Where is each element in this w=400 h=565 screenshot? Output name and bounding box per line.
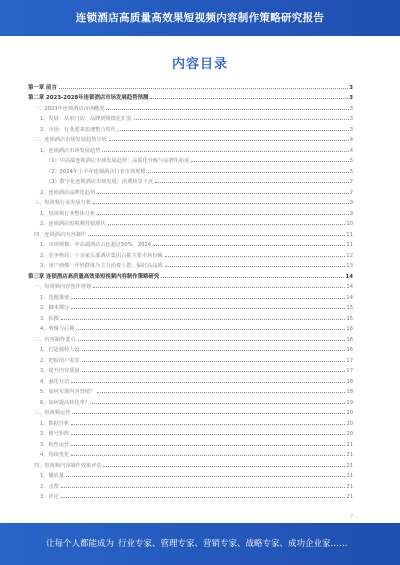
toc-entry[interactable]: [28, 206, 353, 217]
toc-entry[interactable]: [28, 374, 353, 385]
toc-entry-page: 10: [346, 221, 353, 227]
toc-entry-label: 3、粉丝运营: [40, 441, 70, 448]
toc-entry-label: 6、如何提高转化率？: [40, 399, 90, 406]
toc-entry[interactable]: [28, 175, 353, 186]
toc-leader-dots: [165, 265, 346, 267]
toc-entry[interactable]: [28, 133, 353, 144]
toc-entry[interactable]: [28, 259, 353, 270]
toc-leader-dots: [150, 97, 348, 99]
report-title: 连锁酒店高质量高效果短视频内容制作策略研究报告: [75, 12, 325, 24]
toc-leader-dots: [93, 202, 349, 204]
toc-entry-label: 1、选题策划: [40, 294, 70, 301]
toc-entry-label: 1、连锁酒店市场发展趋势: [40, 147, 101, 154]
toc-leader-dots: [82, 349, 346, 351]
toc-entry-page: 17: [346, 368, 353, 374]
toc-heading: 内容目录: [171, 57, 228, 72]
toc-entry[interactable]: [28, 479, 353, 490]
toc-leader-dots: [71, 297, 345, 299]
toc-leader-dots: [59, 87, 348, 89]
toc-leader-dots: [118, 129, 349, 131]
toc-entry[interactable]: [28, 395, 353, 406]
toc-entry-label: 3、拍摄: [40, 315, 59, 322]
toc-entry[interactable]: [28, 364, 353, 375]
toc-entry[interactable]: [28, 238, 353, 249]
toc-entry-page: 20: [346, 420, 353, 427]
toc-leader-dots: [165, 255, 346, 257]
toc-entry[interactable]: [28, 332, 353, 343]
toc-entry-label: 三、短视频运营: [34, 410, 71, 416]
toc-entry-label: 第二章 2023-2028年连锁酒店市场发展趋势预测: [28, 95, 149, 101]
toc-leader-dots: [97, 192, 349, 194]
toc-entry-label: 2、把握用户需求: [40, 357, 80, 364]
toc-entry-page: 11: [346, 231, 353, 238]
toc-entry-page: 13: [346, 263, 353, 269]
toc-leader-dots: [191, 160, 348, 162]
toc-entry-page: 21: [346, 483, 353, 490]
toc-leader-dots: [61, 496, 346, 498]
toc-entry[interactable]: [28, 416, 353, 427]
toc-entry-label: （3）数字化连锁酒店市场发展：消费场景下沉: [46, 179, 154, 185]
toc-leader-dots: [155, 181, 349, 183]
toc-leader-dots: [161, 276, 344, 278]
toc-leader-dots: [76, 328, 345, 330]
toc-entry[interactable]: [28, 490, 353, 501]
toc-leader-dots: [102, 150, 348, 152]
toc-leader-dots: [88, 234, 346, 236]
toc-entry[interactable]: [28, 469, 353, 480]
toc-leader-dots: [106, 108, 348, 110]
toc-leader-dots: [103, 465, 345, 467]
toc-leader-dots: [71, 454, 345, 456]
toc-leader-dots: [71, 423, 345, 425]
toc-entry-page: 21: [346, 441, 353, 448]
toc-entry-label: （2）2024年上半年连锁酒店行业市场规模: [46, 168, 146, 175]
toc-entry-label: 4、强化互动: [40, 378, 70, 385]
toc-entry-page: 3: [349, 126, 353, 133]
toc-entry-page: 14: [346, 294, 353, 301]
toc-entry[interactable]: [28, 248, 353, 259]
toc-leader-dots: [92, 402, 345, 404]
toc-leader-dots: [71, 444, 345, 446]
toc-entry-label: 4、剪辑与后期: [40, 326, 75, 332]
toc-entry-label: 四、连锁酒店内容制作: [34, 231, 86, 238]
toc-entry[interactable]: [28, 437, 353, 448]
toc-entry-label: 四、短视频内容制作效果评估: [34, 462, 102, 469]
toc-entry[interactable]: [28, 227, 353, 238]
toc-leader-dots: [82, 360, 346, 362]
toc-entry-page: 15: [346, 305, 353, 311]
toc-entry-page: 20: [346, 431, 353, 437]
toc-entry[interactable]: [28, 322, 353, 333]
toc-entry[interactable]: [28, 91, 353, 102]
toc-leader-dots: [78, 339, 346, 341]
toc-entry-page: 21: [346, 473, 353, 479]
toc-entry-label: 3、用户画像：年轻群体为主力消费人群，偏好高品质: [40, 263, 163, 269]
toc-entry-label: 2、点赞: [40, 483, 59, 490]
toc-entry-label: 2、脚本撰写: [40, 305, 70, 311]
toc-entry-page: 3: [349, 84, 353, 91]
toc-leader-dots: [71, 381, 345, 383]
toc-entry[interactable]: [28, 353, 353, 364]
toc-entry[interactable]: [28, 217, 353, 228]
toc-entry-label: 1、短视频行业整体分析: [40, 210, 96, 217]
toc-entry-label: 2、连锁酒店品牌化趋势: [40, 189, 96, 196]
toc-entry-page: 9: [349, 200, 353, 206]
toc-entry-page: 20: [346, 410, 353, 416]
toc-entry[interactable]: [28, 164, 353, 175]
toc-entry[interactable]: [28, 101, 353, 112]
toc-entry[interactable]: [28, 458, 353, 469]
toc-entry-label: （1）中高端连锁酒店市场发展趋势：品质化升级与品牌化拓展: [46, 158, 190, 164]
toc-leader-dots: [66, 475, 345, 477]
toc-entry-label: 1、市场规模：中高端酒店占比超过50%，2024: [40, 242, 152, 248]
toc-entry-label: 第三章 连锁酒店高质量高效果短视频内容制作策略研究: [28, 273, 160, 280]
toc-entry-page: 21: [346, 494, 353, 500]
toc-leader-dots: [71, 307, 345, 309]
toc-entry-label: 3、提升内容质量: [40, 368, 80, 374]
toc-leader-dots: [134, 118, 349, 120]
toc-entry[interactable]: [28, 196, 353, 207]
toc-leader-dots: [148, 171, 349, 173]
toc-entry[interactable]: [28, 112, 353, 123]
toc-entry-label: 二、内容制作要点: [34, 336, 76, 343]
toc-entry-page: 12: [346, 252, 353, 259]
toc-entry[interactable]: [28, 448, 353, 459]
page-number: 2: [350, 513, 353, 518]
toc-leader-dots: [71, 433, 345, 435]
toc-entry-label: 一、短视频内容创作规划: [34, 284, 92, 290]
toc-leader-dots: [109, 139, 349, 141]
toc-entry[interactable]: [28, 280, 353, 291]
toc-leader-dots: [93, 286, 345, 288]
toc-entry[interactable]: [28, 406, 353, 417]
toc-entry-page: 18: [346, 389, 353, 395]
toc-entry-page: 14: [345, 273, 353, 280]
toc-entry-page: 5: [349, 158, 353, 164]
toc-entry-page: 16: [346, 326, 353, 332]
toc-leader-dots: [97, 213, 349, 215]
toc-entry-label: 2、账号矩阵: [40, 431, 70, 437]
toc-leader-dots: [97, 391, 345, 393]
toc-entry-label: 2、竞争格局：十余家头部酒店集团占据主要市场份额: [40, 252, 163, 259]
footer-slogan-right: 行业专家、管理专家、营销专家、战略专家、成功企业家……: [118, 539, 348, 549]
toc-entry-label: 2、市场：行业迎来加速整合时代: [40, 126, 116, 133]
toc-entry-label: 三、短视频行业发展分析: [34, 200, 92, 206]
toc-entry-page: 4: [349, 137, 353, 143]
toc-entry-page: 21: [346, 452, 353, 458]
toc-entry[interactable]: [28, 290, 353, 301]
toc-entry[interactable]: [28, 80, 353, 91]
toc-leader-dots: [72, 412, 345, 414]
toc-entry[interactable]: [28, 301, 353, 312]
toc-entry-label: 5、如何实现内容营销？: [40, 389, 96, 395]
toc-entry-page: 7: [349, 189, 353, 196]
toc-entry-page: 5: [349, 168, 353, 175]
toc-entry-page: 11: [346, 242, 353, 248]
toc-entry-page: 17: [346, 357, 353, 364]
toc-entry-page: 3: [349, 95, 353, 101]
toc-entry[interactable]: [28, 269, 353, 280]
toc-entry[interactable]: [28, 185, 353, 196]
toc-entry-page: 21: [346, 462, 353, 469]
toc-leader-dots: [82, 370, 346, 372]
toc-entry-page: 4: [349, 147, 353, 154]
toc-entry-page: 14: [346, 284, 353, 290]
toc-entry-label: 4、持续优化: [40, 452, 70, 458]
toc-entry-label: 1、播放量: [40, 473, 65, 479]
toc-entry-page: 3: [349, 116, 353, 122]
toc-entry[interactable]: [28, 143, 353, 154]
toc-entry[interactable]: [28, 154, 353, 165]
toc-leader-dots: [108, 223, 346, 225]
header-banner: [0, 0, 400, 36]
toc-entry-page: 19: [346, 399, 353, 406]
toc-entry-label: 1、数据分析: [40, 420, 70, 427]
toc-entry-page: 16: [346, 347, 353, 353]
toc-entry-page: 3: [349, 105, 353, 112]
toc-entry[interactable]: [28, 343, 353, 354]
toc-entry-page: 16: [346, 336, 353, 343]
toc-entry-page: 7: [349, 179, 353, 185]
toc-entry[interactable]: [28, 385, 353, 396]
toc-entry-label: 二、连锁酒店市场发展趋势分析: [34, 137, 107, 143]
table-of-contents: [28, 80, 353, 500]
toc-entry-label: 2、连锁酒店短视频营销现状: [40, 221, 106, 227]
toc-entry-label: 1、发展：从单门店、品牌到规模化扩张: [40, 116, 132, 122]
footer-banner: [0, 523, 400, 565]
footer-slogan-left: 让每个人都能成为: [46, 539, 115, 549]
toc-entry[interactable]: [28, 122, 353, 133]
toc-leader-dots: [153, 244, 345, 246]
toc-entry-label: 第一章 前言: [28, 84, 57, 91]
toc-leader-dots: [61, 486, 346, 488]
toc-entry-page: 9: [349, 210, 353, 217]
toc-entry-label: 3、评论: [40, 494, 59, 500]
toc-entry[interactable]: [28, 427, 353, 438]
toc-entry-label: 一、2023年连锁酒店市场概况: [34, 105, 105, 112]
toc-entry-label: 1、打造独特人设: [40, 347, 80, 353]
toc-leader-dots: [61, 318, 346, 320]
toc-entry-page: 15: [346, 315, 353, 322]
toc-entry-page: 18: [346, 378, 353, 385]
toc-entry[interactable]: [28, 311, 353, 322]
